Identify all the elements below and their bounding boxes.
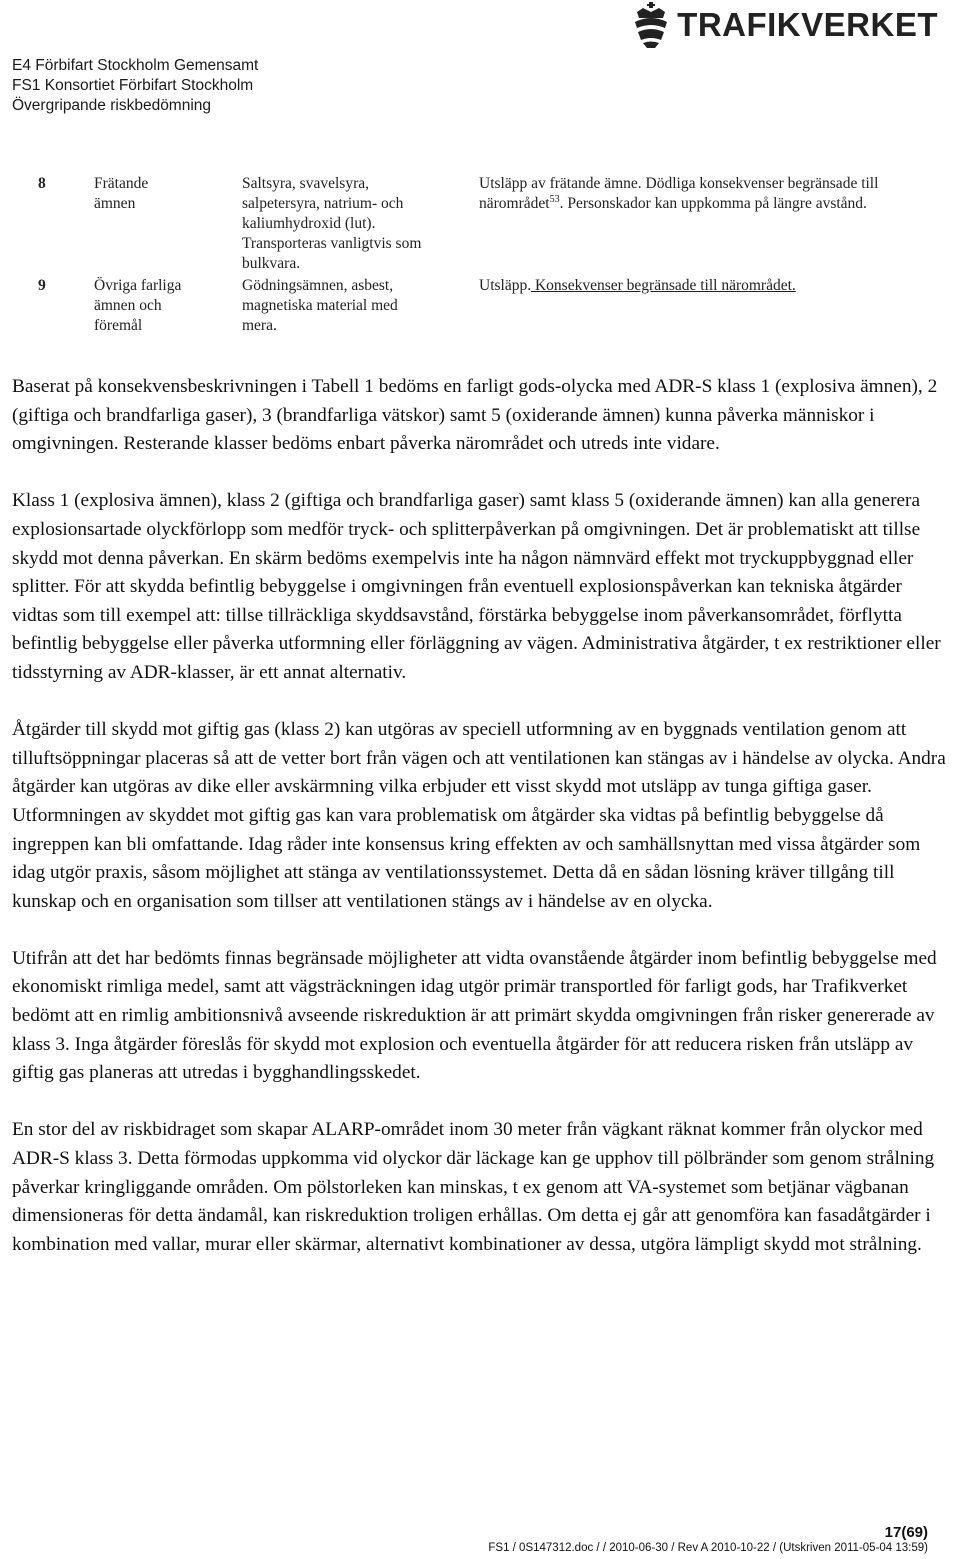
paragraph: En stor del av riskbidraget som skapar ALARP-området inom 30 meter från vägkant räknat kommer från olyckor med ADR-S klass 3. Detta förmodas uppkomma vid olyckor där läckage kan ge upphov till pölbränder som genom strålning påverkar kringliggande områden. Om pölstorleken kan minskas, t ex genom att VA-systemet som betjänar vägbanan dimensioneras för detta ändamål, kan riskreduktion troligen erhållas. Om detta ej går att genomföra kan fasadåtgärder i kombination med vallar, murar eller skärmar, alternativt kombinationer av dessa, utgöra lämpligt skydd mot strålning. bbox=[12, 1119, 935, 1255]
paragraph: Utifrån att det har bedömts finnas begränsade möjligheter att vidta ovanstående åtgärder inom befintlig bebyggelse med ekonomiskt rimliga medel, samt att vägsträckningen idag utgör primär transportled för farligt gods, har Trafikverket bedömt att en rimlig ambitionsnivå avseende riskreduktion är att primärt skydda omgivningen från risker genererade av klass 3. Inga åtgärder föreslås för skydd mot explosion och eventuella åtgärder för att reducera risken från utsläpp av giftig gas planeras att utredas i bygghandlingsskedet. bbox=[12, 947, 937, 1084]
crown-logo-icon bbox=[631, 2, 671, 48]
class-name: Övriga farliga ämnen och föremål bbox=[94, 277, 182, 334]
paragraph: Klass 1 (explosiva ämnen), klass 2 (giftiga och brandfarliga gaser) samt klass 5 (oxiderande ämnen) kan alla generera explosionsartade olyckförlopp som medför tryck- och splitterpåverkan på omgivningen. Det är problematiskt att tillse skydd mot denna påverkan. En skärm bedöms exempelvis inte ha någon nämnvärd effekt mot tryckuppbyggnad eller splitter. För att skydda befintlig bebyggelse i omgivningen från eventuell explosionspåverkan kan tekniska åtgärder vidtas som till exempel att: tillse tillräckliga skyddsavstånd, förstärka bebyggelse inom påverkansområdet, förflytta befintlig bebyggelse eller påverka utformning eller förläggning av vägen. Administrativa åtgärder, t ex restriktioner eller tidsstyrning av ADR-klasser, är ett annat alternativ. bbox=[12, 490, 941, 683]
paragraph: Åtgärder till skydd mot giftig gas (klass 2) kan utgöras av speciell utformning av en byggnads ventilation genom att tilluftsöppningar placeras så att de vetter bort från vägen och att ventilationen kan stängas av i händelse av olycka. Andra åtgärder kan utgöras av dike eller avskärmning vilka erbjuder ett visst skydd mot utsläpp av tunga giftiga gaser. Utformningen av skyddet mot giftig gas kan vara problematisk om åtgärder ska vidtas på befintlig bebyggelse då ingreppen kan bli omfattande. Idag råder inte konsensus kring effekten av och samhällsnyttan med vissa åtgärder som idag utgör praxis, såsom möjlighet att stänga av ventilationssystemet. Detta då en sådan lösning kräver tillgång till kunskap och en organisation som tillser att ventilationen stängs av i händelse av en olycka. bbox=[12, 719, 946, 912]
class-number: 9 bbox=[38, 277, 46, 294]
body-text bbox=[12, 373, 950, 1288]
class-examples: Saltsyra, svavelsyra, salpetersyra, natrium- och kaliumhydroxid (lut). Transporteras vanligtvis som bulkvara. bbox=[242, 175, 422, 272]
header-consortium: FS1 Konsortiet Förbifart Stockholm bbox=[12, 77, 254, 94]
class-name: Frätande ämnen bbox=[94, 175, 149, 212]
header-project: E4 Förbifart Stockholm Gemensamt bbox=[12, 57, 259, 74]
risk-class-table bbox=[12, 174, 952, 338]
class-consequence: Utsläpp. Konsekvenser begränsade till närområdet. bbox=[479, 277, 796, 294]
document-reference: FS1 / 0S147312.doc / / 2010-06-30 / Rev A 2010-10-22 / (Utskriven 2011-05-04 13:59) bbox=[488, 1542, 928, 1554]
paragraph: Baserat på konsekvensbeskrivningen i Tabell 1 bedöms en farligt gods-olycka med ADR-S klass 1 (explosiva ämnen), 2 (giftiga och brandfarliga gaser), 3 (brandfarliga vätskor) samt 5 (oxiderande ämnen) kunna påverka människor i omgivningen. Resterande klasser bedöms enbart påverka närområdet och utreds inte vidare. bbox=[12, 376, 938, 455]
table-row bbox=[12, 174, 952, 276]
trafikverket-logo bbox=[631, 2, 938, 48]
class-number: 8 bbox=[38, 175, 46, 192]
footnote-ref[interactable]: 53 bbox=[549, 193, 560, 205]
table-row bbox=[12, 276, 952, 338]
class-examples: Gödningsämnen, asbest, magnetiska material med mera. bbox=[242, 277, 398, 334]
logo-wordmark: TRAFIKVERKET bbox=[677, 6, 938, 43]
class-consequence: Utsläpp av frätande ämne. Dödliga konsekvenser begränsade till närområdet$^{53}$. Personskador kan uppkomma på längre avstånd. bbox=[479, 175, 879, 212]
document-header bbox=[12, 56, 258, 116]
page-number: 17(69) bbox=[884, 1524, 928, 1541]
header-document-title: Övergripande riskbedömning bbox=[12, 97, 212, 114]
